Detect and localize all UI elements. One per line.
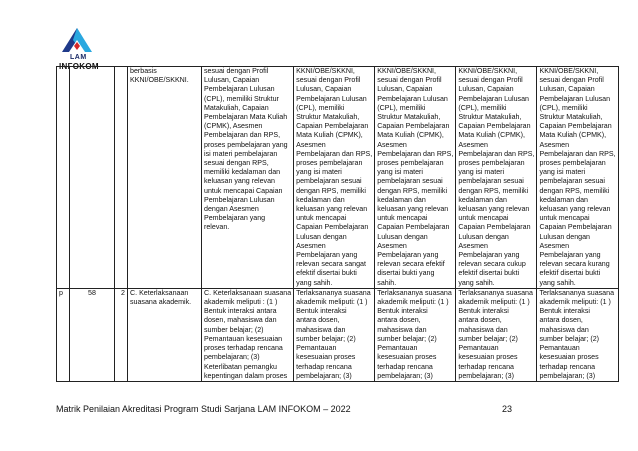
text-line: Pemantauan [377, 344, 418, 353]
text-line: disertai bukti yang [377, 269, 435, 278]
cell-no-urut [70, 67, 115, 289]
text-line: akademik meliputi: (1 ) [458, 298, 530, 307]
text-line: (CPMK), Asesmen [204, 122, 263, 131]
text-line: keluasan yang relevan [458, 205, 530, 214]
text-line: yang sahih. [458, 278, 495, 287]
text-line: Asesmen [296, 140, 326, 149]
text-line: kedalaman dan [458, 195, 507, 204]
text-line: berbasis [130, 67, 157, 75]
text-line: sumber belajar; (2) [296, 334, 356, 343]
text-line: kesesuaian proses [296, 353, 356, 362]
text-line: Capaian Pembelajaran [377, 122, 450, 131]
text-line: yang isi materi [539, 168, 586, 177]
text-line: Pembelajaran Lulusan [296, 94, 367, 103]
text-line: Capaian Pembelajaran [296, 223, 369, 232]
text-line: mahasiswa dan [377, 325, 427, 334]
text-line: akademik meliputi: (1 ) [296, 298, 368, 307]
text-line: (CPL), memiliki [296, 103, 345, 112]
text-line: pembelajaran; (3) [377, 371, 433, 380]
text-line: Bentuk interaksi [296, 307, 347, 316]
table-row [57, 288, 619, 381]
text-line: Asesmen [458, 140, 488, 149]
text-line: relevan secara kurang [539, 260, 610, 269]
text-line: KKNI/OBE/SKKNI, [539, 67, 599, 75]
text-line: memiliki kedalaman dan [204, 168, 281, 177]
text-line: sumber belajar; (2) [204, 325, 264, 334]
text-line: Lulusan, Capaian [377, 85, 433, 94]
text-line: Pembelajaran Lulusan [458, 94, 529, 103]
text-line: Terlaksananya suasana [539, 288, 615, 297]
text-line: mahasiswa dan [296, 325, 346, 334]
text-line: Asesmen [539, 241, 570, 250]
text-line: untuk mencapai [296, 214, 347, 223]
text-line: kesesuaian proses [458, 353, 518, 362]
text-line: sumber belajar; (2) [377, 334, 437, 343]
text-line: proses pembelajaran [377, 159, 444, 168]
text-line: kedalaman dan [296, 195, 345, 204]
cell-jenis: p [57, 288, 70, 381]
cell-no-butir [115, 67, 128, 289]
cell-no-urut: 58 [70, 288, 115, 381]
text-line: sesuai dengan Profil [539, 76, 604, 85]
text-line: efektif disertai bukti [539, 269, 601, 278]
cell-score-1 [537, 67, 618, 289]
text-line: kedalaman dan [539, 195, 588, 204]
cell-no-butir: 2 [115, 288, 128, 381]
cell-score-3 [375, 67, 456, 289]
text-line: keluasan yang relevan [377, 205, 449, 214]
text-line: yang sahih. [539, 278, 576, 287]
text-line: kesesuaian proses [377, 353, 437, 362]
text-line: kedalaman dan [377, 195, 426, 204]
text-line: sahih. [377, 278, 397, 287]
text-line: dosen, mahasiswa dan [204, 316, 277, 325]
text-line: dengan RPS, memiliki [539, 186, 610, 195]
text-line: keluasan yang relevan [296, 205, 368, 214]
text-line: pembelajaran; (3) [539, 371, 596, 380]
logo-text-infokom: INFOKOM [59, 62, 99, 71]
text-line: terhadap rencana [539, 362, 596, 371]
text-line: Capaian Pembelajaran [539, 122, 612, 131]
text-line: terhadap rencana [296, 362, 352, 371]
text-line: Mata Kuliah (CPMK), [377, 131, 444, 140]
text-line: keluasan yang relevan [204, 177, 275, 186]
text-line: Asesmen [296, 241, 326, 250]
text-line: proses terhadap rencana [204, 344, 283, 353]
text-line: mahasiswa dan [458, 325, 508, 334]
text-line: Pembelajaran yang [296, 251, 358, 260]
text-line: (CPL), memiliki [539, 103, 588, 112]
text-line: (CPL), memiliki [458, 103, 507, 112]
page-number: 23 [502, 404, 513, 414]
text-line: dengan RPS, memiliki [377, 186, 448, 195]
text-line: Struktur Matakuliah, [458, 113, 522, 122]
text-line: sesuai dengan Profil [377, 76, 442, 85]
text-line: pembelajaran; (3) [458, 371, 514, 380]
text-line: efektif disertai bukti [458, 269, 520, 278]
text-line: proses pembelajaran [539, 159, 606, 168]
text-line: Capaian Pembelajaran [458, 223, 531, 232]
text-line: Bentuk interaksi [377, 307, 428, 316]
text-line: mahasiswa dan [539, 325, 589, 334]
text-line: untuk mencapai Capaian [204, 186, 283, 195]
text-line: sumber belajar; (2) [458, 334, 518, 343]
text-line: akademik meliputi: (1 ) [539, 298, 611, 307]
text-line: untuk mencapai [539, 214, 590, 223]
text-line: Pemantauan [296, 344, 337, 353]
text-line: Pembelajaran Lulusan [204, 85, 275, 94]
text-line: antara dosen, [539, 316, 583, 325]
text-line: yang isi materi [377, 168, 423, 177]
text-line: yang sahih. [296, 278, 333, 287]
cell-indicator [202, 288, 294, 381]
cell-score-3 [375, 288, 456, 381]
text-line: pembelajaran sesuai [539, 177, 605, 186]
text-line: Bentuk interaksi [539, 307, 590, 316]
text-line: proses pembelajaran [458, 159, 525, 168]
text-line: sesuai dengan RPS, [204, 159, 269, 168]
text-line: proses pembelajaran yang [204, 140, 288, 149]
text-line: KKNI/OBE/SKKNI, [296, 67, 355, 75]
assessment-matrix-table [56, 66, 619, 382]
text-line: sesuai dengan Profil [204, 67, 269, 75]
text-line: untuk mencapai [458, 214, 509, 223]
text-line: Lulusan dengan [296, 232, 347, 241]
text-line: Pembelajaran yang [377, 251, 439, 260]
text-line: Keterlibatan pemangku [204, 362, 277, 371]
text-line: Pembelajaran Mata Kuliah [204, 113, 288, 122]
text-line: dengan RPS, memiliki [458, 186, 529, 195]
text-line: Lulusan, Capaian [296, 85, 352, 94]
text-line: Pembelajaran yang [204, 214, 266, 223]
text-line: kepentingan dalam proses [204, 371, 288, 380]
text-line: kesesuaian proses [539, 353, 599, 362]
text-line: Lulusan, Capaian [539, 85, 595, 94]
text-line: pembelajaran sesuai [377, 177, 443, 186]
text-line: Pembelajaran dan RPS, [204, 131, 281, 140]
cell-score-2 [456, 288, 537, 381]
text-line: Struktur Matakuliah, [296, 113, 360, 122]
text-line: Pembelajaran Lulusan [539, 94, 611, 103]
text-line: Mata Kuliah (CPMK), [296, 131, 363, 140]
text-line: (CPL), memiliki Struktur [204, 94, 279, 103]
text-line: Pembelajaran yang [539, 251, 601, 260]
text-line: Terlaksananya suasana [377, 288, 452, 297]
text-line: KKNI/OBE/SKKNI, [377, 67, 437, 75]
text-line: Matakuliah, Capaian [204, 103, 269, 112]
text-line: pembelajaran sesuai [296, 177, 362, 186]
text-line: proses pembelajaran [296, 159, 363, 168]
text-line: KKNI/OBE/SKKNI, [458, 67, 518, 75]
text-line: Pembelajaran dan RPS, [296, 149, 373, 158]
lam-infokom-logo [56, 22, 116, 72]
text-line: antara dosen, [377, 316, 421, 325]
text-line: sumber belajar; (2) [539, 334, 600, 343]
text-line: pembelajaran; (3) [296, 371, 352, 380]
text-line: Terlaksananya suasana [458, 288, 533, 297]
text-line: Asesmen [539, 140, 570, 149]
text-line: relevan secara sangat [296, 260, 366, 269]
cell-jenis [57, 67, 70, 289]
text-line: untuk mencapai [377, 214, 428, 223]
text-line: C. Keterlaksanaan suasana [204, 288, 292, 297]
text-line: terhadap rencana [458, 362, 514, 371]
text-line: (CPL), memiliki [377, 103, 426, 112]
text-line: C. Keterlaksanaan [130, 288, 189, 297]
cell-element [128, 288, 202, 381]
logo-text-lam: LAM [70, 54, 87, 61]
text-line: sesuai dengan Profil [458, 76, 523, 85]
text-line: Struktur Matakuliah, [377, 113, 441, 122]
text-line: antara dosen, [458, 316, 502, 325]
text-line: Lulusan dengan [377, 232, 428, 241]
text-line: Lulusan dengan [458, 232, 509, 241]
text-line: Asesmen [377, 140, 407, 149]
text-line: Pembelajaran dan RPS, [377, 149, 454, 158]
text-line: antara dosen, [296, 316, 340, 325]
cell-element [128, 67, 202, 289]
text-line: Pembelajaran Lulusan [377, 94, 448, 103]
text-line: Pembelajaran yang [458, 251, 520, 260]
text-line: pembelajaran; (3) [204, 353, 260, 362]
text-line: Lulusan, Capaian [204, 76, 260, 85]
text-line: Asesmen [377, 241, 407, 250]
text-line: Capaian Pembelajaran [377, 223, 450, 232]
logo-mark-icon [60, 22, 94, 56]
text-line: Bentuk interaksi antara [204, 307, 277, 316]
text-line: relevan secara efektif [377, 260, 445, 269]
text-line: relevan secara cukup [458, 260, 526, 269]
cell-score-4 [294, 67, 375, 289]
text-line: Mata Kuliah (CPMK), [539, 131, 607, 140]
text-line: Pemantauan [539, 344, 580, 353]
text-line: dengan Asesmen [204, 205, 259, 214]
text-line: akademik meliputi: (1 ) [377, 298, 449, 307]
text-line: akademik meliputi : (1 ) [204, 298, 278, 307]
text-line: Pemantauan [458, 344, 499, 353]
text-line: KKNI/OBE/SKKNI. [130, 76, 189, 85]
text-line: terhadap rencana [377, 362, 433, 371]
text-line: Capaian Pembelajaran [296, 122, 369, 131]
text-line: Pembelajaran Lulusan [204, 195, 275, 204]
cell-score-2 [456, 67, 537, 289]
text-line: Capaian Pembelajaran [458, 122, 531, 131]
text-line: relevan. [204, 223, 230, 232]
cell-score-4 [294, 288, 375, 381]
text-line: yang isi materi [458, 168, 505, 177]
text-line: Terlaksananya suasana [296, 288, 371, 297]
text-line: Asesmen [458, 241, 488, 250]
text-line: Struktur Matakuliah, [539, 113, 603, 122]
text-line: Bentuk interaksi [458, 307, 509, 316]
text-line: pembelajaran sesuai [458, 177, 524, 186]
text-line: Lulusan, Capaian [458, 85, 514, 94]
text-line: Lulusan dengan [539, 232, 590, 241]
table-row [57, 67, 619, 289]
cell-score-1 [537, 288, 618, 381]
text-line: Capaian Pembelajaran [539, 223, 612, 232]
text-line: Pemantauan kesesuaian [204, 334, 283, 343]
text-line: dengan RPS, memiliki [296, 186, 366, 195]
text-line: Pembelajaran dan RPS, [539, 149, 616, 158]
text-line: sesuai dengan Profil [296, 76, 361, 85]
text-line: Mata Kuliah (CPMK), [458, 131, 525, 140]
text-line: keluasan yang relevan [539, 205, 611, 214]
text-line: yang isi materi [296, 168, 342, 177]
text-line: Pembelajaran dan RPS, [458, 149, 535, 158]
text-line: efektif disertai bukti [296, 269, 357, 278]
cell-indicator [202, 67, 294, 289]
page-footer: Matrik Penilaian Akreditasi Program Studi Sarjana LAM INFOKOM – 2022 [56, 404, 351, 414]
text-line: isi materi pembelajaran [204, 149, 278, 158]
text-line: suasana akademik. [130, 298, 192, 307]
